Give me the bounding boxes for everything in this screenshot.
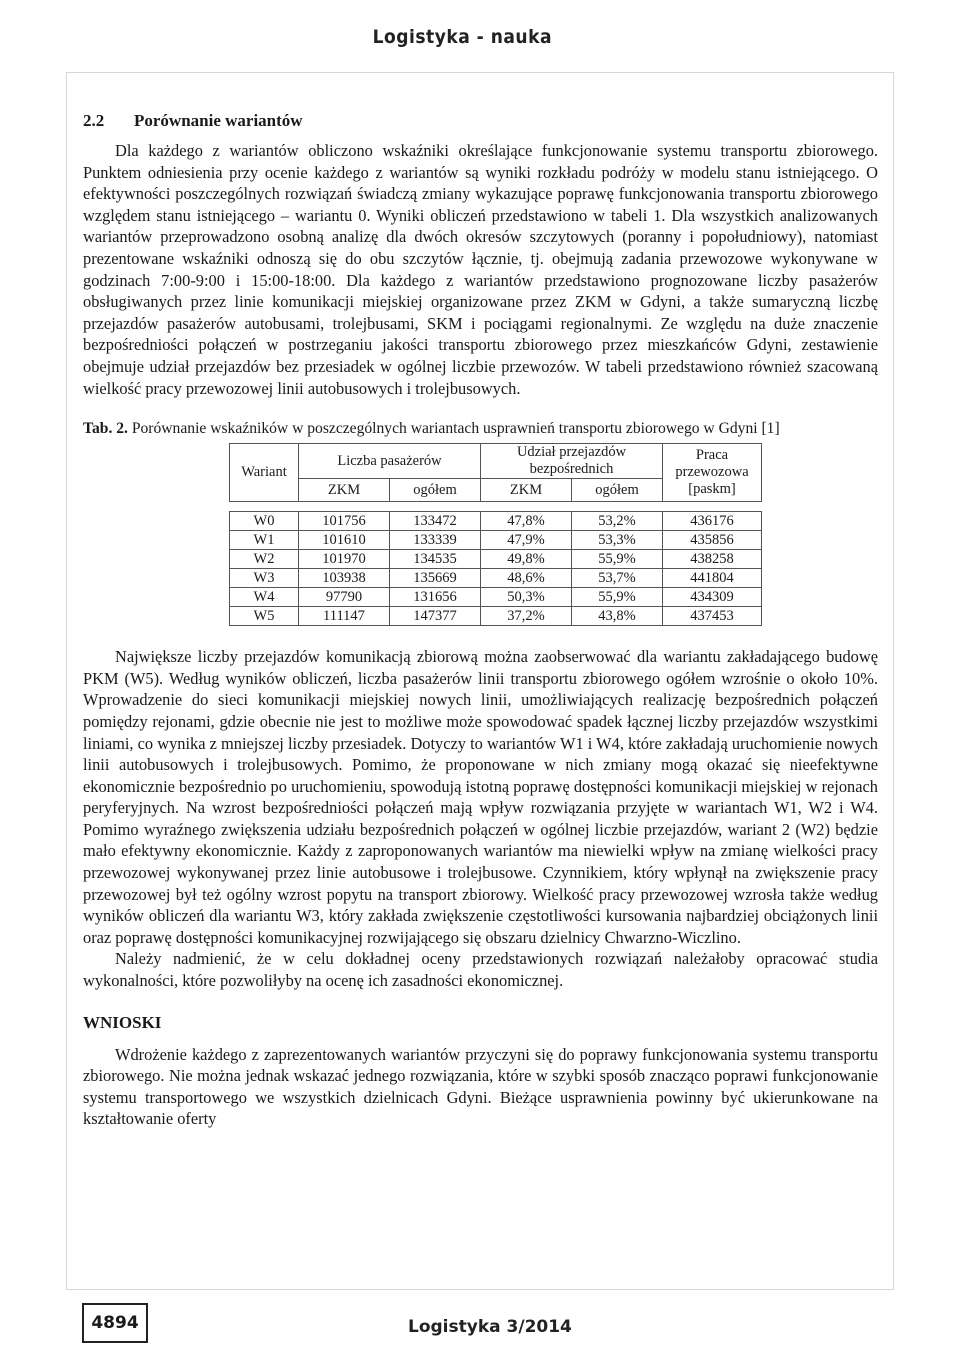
table-cell: 97790 — [299, 588, 390, 607]
table-cell: W4 — [230, 588, 299, 607]
table-cell: 134535 — [390, 550, 481, 569]
table-cell: 133472 — [390, 512, 481, 531]
table-cell: 437453 — [663, 607, 762, 626]
table-row — [230, 550, 762, 569]
table-cell: 47,8% — [481, 512, 572, 531]
section-number: 2.2 — [83, 111, 105, 130]
header-praca-przewozowa: Praca przewozowa [paskm] — [663, 444, 762, 502]
table-cell: 133339 — [390, 531, 481, 550]
article-content — [83, 110, 878, 1130]
header-udzial-przejazdow: Udział przejazdów bezpośrednich — [481, 444, 663, 479]
table-cell: 111147 — [299, 607, 390, 626]
table-cell: W0 — [230, 512, 299, 531]
table-cell: 101610 — [299, 531, 390, 550]
table-cell: W2 — [230, 550, 299, 569]
table-cell: 55,9% — [572, 550, 663, 569]
table-cell: 131656 — [390, 588, 481, 607]
table-cell: 147377 — [390, 607, 481, 626]
table-cell: 438258 — [663, 550, 762, 569]
header-liczba-pasazerow: Liczba pasażerów — [299, 444, 481, 479]
table-spacer-row — [230, 502, 762, 512]
section-heading — [83, 110, 878, 132]
table-cell: 53,3% — [572, 531, 663, 550]
table-cell: 135669 — [390, 569, 481, 588]
subheader-ogolem: ogółem — [572, 479, 663, 502]
table-cell: W5 — [230, 607, 299, 626]
table-cell: 435856 — [663, 531, 762, 550]
table-cell: 434309 — [663, 588, 762, 607]
section-title: Porównanie wariantów — [134, 111, 303, 130]
conclusions-heading: WNIOSKI — [83, 1012, 162, 1032]
table-cell: 103938 — [299, 569, 390, 588]
table-cell: 53,2% — [572, 512, 663, 531]
table-cell: 50,3% — [481, 588, 572, 607]
table-row — [230, 512, 762, 531]
table-caption — [83, 419, 878, 439]
table-cell: 53,7% — [572, 569, 663, 588]
paragraph-intro: Dla każdego z wariantów obliczono wskaźniki określające funkcjonowanie systemu transportu zbiorowego. Punktem odniesienia przy ocenie każdego z wariantów są wyniki rozkładu podróży w modelu stanu istniejącego. O efektywności poszczególnych rozwiązań świadczą zmiany wykazujące poprawę funkcjonowania transportu zbiorowego względem stanu istniejącego – wariantu 0. Wyniki obliczeń przedstawiono w tabeli 1. Dla wszystkich analizowanych wariantów przeprowadzono osobną analizę dla dwóch okresów szczytowych (poranny i popołudniowy), natomiast prezentowane wskaźniki odnoszą się do obu szczytów łącznie, tj. obejmują zadania przewozowe wykonywane w godzinach 7:00-9:00 i 15:00-18:00. Dla każdego z wariantów przedstawiono prognozowane liczby pasażerów obsługiwanych przez linie komunikacji miejskiej organizowane przez ZKM w Gdyni, a także sumaryczną liczbę przejazdów pasażerów autobusami, trolejbusami, SKM i pociągami regionalnymi. Ze względu na duże znaczenie bezpośredniości połączeń w postrzeganiu jakości transportu zbiorowego przez mieszkańców Gdyni, zestawienie obejmuje udział przejazdów bez przesiadek w ogólnej liczbie przewozów. W tabeli przedstawiono również szacowaną wielkość pracy przewozowej linii autobusowych i trolejbusowych. — [83, 141, 878, 398]
journal-header: Logistyka - nauka — [372, 26, 552, 48]
table-cell: 101756 — [299, 512, 390, 531]
table-cell: 47,9% — [481, 531, 572, 550]
table-cell: 43,8% — [572, 607, 663, 626]
table-cell: 436176 — [663, 512, 762, 531]
subheader-zkm: ZKM — [481, 479, 572, 502]
table-row — [230, 569, 762, 588]
table-row — [230, 531, 762, 550]
subheader-zkm: ZKM — [299, 479, 390, 502]
table-cell: 101970 — [299, 550, 390, 569]
subheader-ogolem: ogółem — [390, 479, 481, 502]
comparison-table — [229, 443, 762, 626]
journal-footer: Logistyka 3/2014 — [408, 1317, 572, 1337]
header-wariant: Wariant — [230, 444, 299, 502]
table-cell: W1 — [230, 531, 299, 550]
page-number-box: 4894 — [82, 1303, 148, 1343]
table-cell: W3 — [230, 569, 299, 588]
table-caption-text: Porównanie wskaźników w poszczególnych wariantach usprawnień transportu zbiorowego w Gdyni [1] — [127, 420, 780, 438]
table-cell: 48,6% — [481, 569, 572, 588]
table-cell: 55,9% — [572, 588, 663, 607]
table-cell: 441804 — [663, 569, 762, 588]
paragraph-results: Największe liczby przejazdów komunikacją zbiorową można zaobserwować dla wariantu zakładającego budowę PKM (W5). Według wyników obliczeń, liczba pasażerów linii transportu zbiorowego ogółem wzrośnie o około 10%. Wprowadzenie do sieci komunikacji miejskiej nowych linii, umożliwiających realizację bezpośrednich połączeń pomiędzy rejonami, gdzie obecnie nie jest to możliwe może spowodować spadek łącznej liczby przejazdów wszystkimi liniami, co wynika z mniejszej liczby przesiadek. Dotyczy to wariantów W1 i W4, które zakładają uruchomienie nowych linii autobusowych i trolejbusowych. Pomimo, że proponowane w nich zmiany mogą okazać się nieefektywne ekonomicznie bezpośrednio po uruchomieniu, spowodują istotną poprawę dostępności komunikacji miejskiej w rejonach peryferyjnych. Na wzrost bezpośredniości połączeń mają wpływ rozwiązania przyjęte w wariantach W1, W2 i W4. Pomimo wyraźnego zwiększenia udziału bezpośrednich połączeń w ogólnej liczbie przejazdów, wariant 2 (W2) będzie mało efektywny ekonomicznie. Każdy z zaproponowanych wariantów ma niewielki wpływ na zmianę wielkości pracy przewozowej wykonywanej przez linie autobusowe i trolejbusowe. Czynnikiem, który wpłynął na zwiększenie pracy przewozowej był też ogólny wzrost popytu na transport zbiorowy. Wielkość pracy przewozowej wzrosła także według wyników obliczeń dla wariantu W3, który zakłada zwiększenie częstotliwości kursowania najbardziej obciążonych linii oraz poprawę dostępności komunikacyjnej rozwijającego się obszaru dzielnicy Chwarzno-Wiczlino. — [83, 647, 878, 947]
table-cell: 49,8% — [481, 550, 572, 569]
table-caption-label: Tab. 2. — [83, 420, 128, 438]
table-row — [230, 588, 762, 607]
paragraph-remark: Należy nadmienić, że w celu dokładnej oceny przedstawionych rozwiązań należałoby opracować studia wykonalności, które pozwoliłyby na ocenę ich zasadności ekonomicznej. — [83, 949, 878, 991]
table-row — [230, 607, 762, 626]
paragraph-conclusions: Wdrożenie każdego z zaprezentowanych wariantów przyczyni się do poprawy funkcjonowania systemu transportu zbiorowego. Nie można jednak wskazać jednego rozwiązania, które w szybki sposób znacząco poprawi funkcjonowanie systemu transportowego we wszystkich dzielnicach Gdyni. Bieżące usprawnienia powinny być ukierunkowane na kształtowanie oferty — [83, 1044, 878, 1129]
table-cell: 37,2% — [481, 607, 572, 626]
discussion-block — [83, 646, 878, 992]
